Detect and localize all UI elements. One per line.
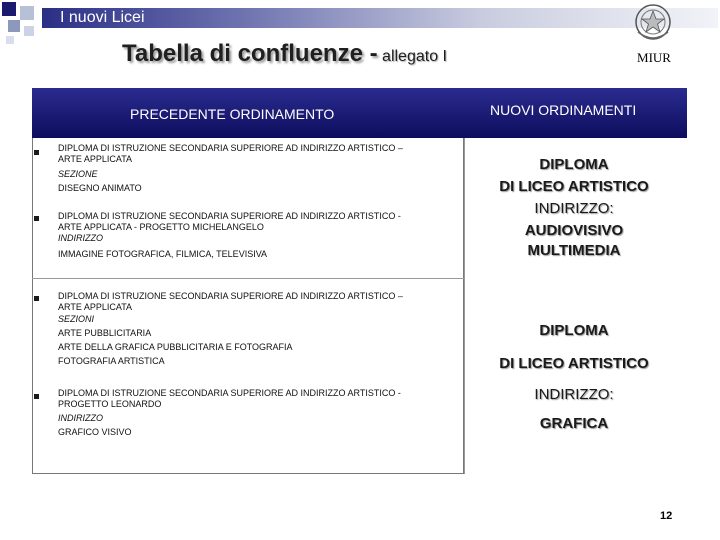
entry-line: SEZIONE	[58, 169, 98, 179]
entry-line: ARTE APPLICATA	[58, 154, 133, 164]
bullet-icon	[34, 216, 39, 221]
list-item	[58, 141, 403, 195]
entry-line: SEZIONI	[58, 314, 95, 324]
entry-line: ARTE APPLICATA - PROGETTO MICHELANGELO	[58, 222, 264, 232]
entry-line: IMMAGINE FOTOGRAFICA, FILMICA, TELEVISIVA	[58, 249, 268, 259]
entry-line: GRAFICO VISIVO	[58, 427, 132, 437]
decor-square	[20, 6, 34, 20]
diploma-line: DIPLOMA	[539, 322, 609, 339]
republic-emblem-icon	[632, 2, 674, 42]
entry-line: DIPLOMA DI ISTRUZIONE SECONDARIA SUPERIORE AD INDIRIZZO ARTISTICO –	[58, 291, 403, 301]
diploma-line: INDIRIZZO:	[534, 200, 614, 217]
diploma-line: GRAFICA	[539, 415, 609, 432]
column-header-left: PRECEDENTE ORDINAMENTO	[130, 106, 335, 122]
diploma-line: AUDIOVISIVO	[524, 222, 624, 239]
diploma-line: MULTIMEDIA	[527, 242, 621, 259]
entry-line: FOTOGRAFIA ARTISTICA	[58, 356, 165, 366]
column-header-right: NUOVI ORDINAMENTI	[490, 102, 637, 118]
diploma-line: DIPLOMA	[539, 156, 609, 173]
entry-line: PROGETTO LEONARDO	[58, 399, 162, 409]
bullet-icon	[34, 150, 39, 155]
entry-line: DIPLOMA DI ISTRUZIONE SECONDARIA SUPERIORE AD INDIRIZZO ARTISTICO -	[58, 211, 401, 221]
logo-caption: MIUR	[637, 50, 671, 65]
page-number: 12	[660, 510, 673, 522]
entry-line: DIPLOMA DI ISTRUZIONE SECONDARIA SUPERIORE AD INDIRIZZO ARTISTICO –	[58, 143, 403, 153]
bullet-icon	[34, 296, 39, 301]
decor-square	[2, 2, 16, 16]
entry-line: DIPLOMA DI ISTRUZIONE SECONDARIA SUPERIORE AD INDIRIZZO ARTISTICO -	[58, 388, 401, 398]
section-title: I nuovi Licei	[60, 9, 145, 26]
entry-line: INDIRIZZO	[58, 233, 103, 243]
decor-square	[8, 20, 20, 32]
new-diploma-audiovisivo	[472, 154, 676, 262]
decor-square	[6, 36, 14, 44]
bullet-icon	[34, 394, 39, 399]
new-diploma-grafica	[472, 322, 676, 432]
diploma-line: DI LICEO ARTISTICO	[499, 355, 649, 372]
entry-line: DISEGNO ANIMATO	[58, 183, 142, 193]
list-item	[58, 209, 401, 261]
entry-line: ARTE DELLA GRAFICA PUBBLICITARIA E FOTOGRAFIA	[58, 342, 293, 352]
diploma-line: DI LICEO ARTISTICO	[499, 178, 649, 195]
list-item	[58, 289, 403, 368]
title-suffix: allegato I	[382, 48, 447, 65]
entry-line: ARTE APPLICATA	[58, 302, 133, 312]
entry-line: INDIRIZZO	[58, 413, 103, 423]
column-divider	[464, 138, 465, 474]
page-title	[122, 40, 447, 68]
entry-line: ARTE PUBBLICITARIA	[58, 328, 152, 338]
list-item	[58, 386, 401, 439]
diploma-line: INDIRIZZO:	[534, 386, 614, 403]
decor-square	[24, 26, 34, 36]
row-divider	[32, 278, 464, 279]
title-main: Tabella di confluenze -	[122, 40, 378, 67]
